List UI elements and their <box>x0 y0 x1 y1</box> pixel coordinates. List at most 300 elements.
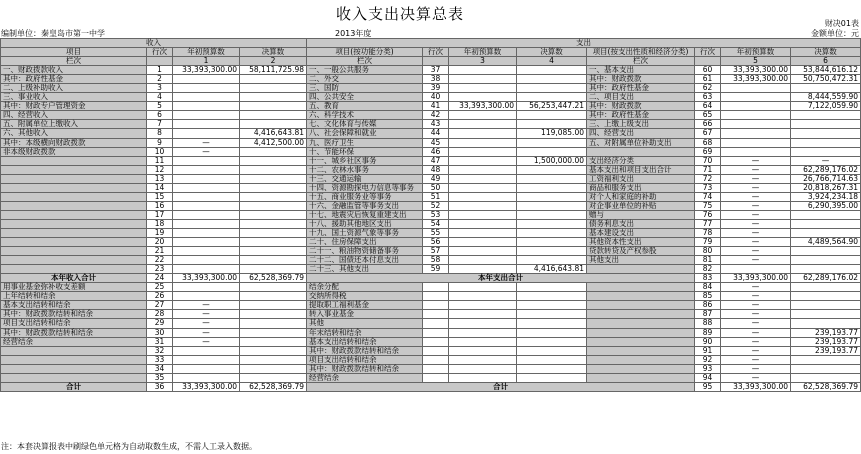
econ-expense-line-cell: 68 <box>695 138 721 147</box>
func-expense-budget-cell <box>449 355 517 364</box>
econ-expense-budget-cell <box>721 129 791 138</box>
func-expense-item-cell: 交纳所得税 <box>307 292 423 301</box>
income-final-cell <box>240 165 307 174</box>
func-expense-line-cell: 52 <box>423 201 449 210</box>
func-expense-final-cell <box>517 228 587 237</box>
income-item-cell <box>1 247 147 256</box>
func-expense-item-cell: 十六、金融监管等事务支出 <box>307 201 423 210</box>
func-expense-budget-cell <box>449 66 517 75</box>
func-expense-item-cell: 其中：财政拨款结转和结余 <box>307 346 423 355</box>
econ-expense-final-cell <box>791 364 861 373</box>
func-expense-item-cell: 十八、援助其他地区支出 <box>307 219 423 228</box>
econ-expense-budget-cell: 33,393,300.00 <box>721 75 791 84</box>
func-expense-line-cell: 53 <box>423 210 449 219</box>
income-final-cell <box>240 247 307 256</box>
table-row <box>1 301 861 310</box>
econ-expense-item-cell <box>587 310 695 319</box>
table-row <box>1 265 861 274</box>
income-item-cell: 其中：政府性基金 <box>1 75 147 84</box>
col-line-header: 行次 <box>147 48 173 57</box>
income-final-cell: 4,416,643.81 <box>240 129 307 138</box>
econ-expense-line-cell: 71 <box>695 165 721 174</box>
income-line-cell: 18 <box>147 219 173 228</box>
func-expense-final-cell <box>517 373 587 382</box>
income-line-cell: 25 <box>147 283 173 292</box>
econ-expense-budget-cell: — <box>721 364 791 373</box>
income-item-cell: 非本级财政拨款 <box>1 147 147 156</box>
func-expense-line-cell: 46 <box>423 147 449 156</box>
econ-expense-final-cell: 26,766,714.63 <box>791 174 861 183</box>
econ-expense-final-cell <box>791 147 861 156</box>
income-final-cell <box>240 84 307 93</box>
func-expense-final-cell <box>517 183 587 192</box>
econ-expense-final-cell: 20,818,267.31 <box>791 183 861 192</box>
func-expense-item-cell: 二、外交 <box>307 75 423 84</box>
econ-expense-item-cell: 对个人和家庭的补助 <box>587 192 695 201</box>
income-final-cell <box>240 228 307 237</box>
econ-expense-line-cell: 70 <box>695 156 721 165</box>
econ-expense-item-cell: 支出经济分类 <box>587 156 695 165</box>
income-item-cell <box>1 346 147 355</box>
func-expense-item-cell: 十二、农林水事务 <box>307 165 423 174</box>
func-expense-final-cell <box>517 84 587 93</box>
income-line-cell: 11 <box>147 156 173 165</box>
econ-expense-budget-cell: — <box>721 192 791 201</box>
func-expense-final-cell <box>517 328 587 337</box>
func-expense-final-cell <box>517 337 587 346</box>
income-final-cell <box>240 328 307 337</box>
table-row <box>1 346 861 355</box>
econ-expense-budget-cell: — <box>721 201 791 210</box>
income-item-cell <box>1 228 147 237</box>
income-line-cell: 26 <box>147 292 173 301</box>
income-budget-cell: 33,393,300.00 <box>173 66 240 75</box>
income-item-cell: 用事业基金弥补收支差额 <box>1 283 147 292</box>
table-row <box>1 355 861 364</box>
econ-expense-final-cell: 50,750,472.31 <box>791 75 861 84</box>
econ-expense-line-cell: 93 <box>695 364 721 373</box>
func-expense-item-cell: 二十一、粮油物资储备事务 <box>307 247 423 256</box>
econ-expense-final-cell: 62,289,176.02 <box>791 274 861 283</box>
currency-unit: 金额单位：元 <box>811 29 859 38</box>
econ-expense-item-cell <box>587 346 695 355</box>
econ-expense-line-cell: 76 <box>695 210 721 219</box>
func-expense-item-cell: 二十三、其他支出 <box>307 265 423 274</box>
income-line-cell: 1 <box>147 66 173 75</box>
func-expense-line-cell: 55 <box>423 228 449 237</box>
func-expense-final-cell <box>517 174 587 183</box>
header-row-columns <box>1 48 861 57</box>
econ-expense-budget-cell <box>721 84 791 93</box>
col-index-label: 栏次 <box>307 57 423 66</box>
func-expense-final-cell <box>517 147 587 156</box>
func-expense-budget-cell <box>449 129 517 138</box>
econ-expense-line-cell: 74 <box>695 192 721 201</box>
table-row <box>1 310 861 319</box>
func-expense-budget-cell <box>449 346 517 355</box>
func-expense-line-cell: 56 <box>423 238 449 247</box>
income-line-cell: 16 <box>147 201 173 210</box>
table-row <box>1 283 861 292</box>
func-expense-line-cell <box>423 310 449 319</box>
econ-expense-item-cell: 五、对附属单位补助支出 <box>587 138 695 147</box>
func-expense-budget-cell <box>449 328 517 337</box>
econ-expense-budget-cell: — <box>721 238 791 247</box>
income-final-cell <box>240 102 307 111</box>
econ-expense-line-cell: 69 <box>695 147 721 156</box>
income-budget-cell <box>173 102 240 111</box>
table-row <box>1 156 861 165</box>
econ-expense-item-cell <box>587 373 695 382</box>
income-line-cell: 29 <box>147 319 173 328</box>
func-expense-budget-cell <box>449 228 517 237</box>
econ-expense-item-cell <box>587 292 695 301</box>
table-row <box>1 183 861 192</box>
footnote: 注：本套决算报表中刷绿色单元格为自动取数生成，不需人工录入数据。 <box>1 442 257 451</box>
col-index-number: 6 <box>791 57 861 66</box>
col-line-header: 行次 <box>423 48 449 57</box>
econ-expense-final-cell <box>791 301 861 310</box>
econ-expense-line-cell: 86 <box>695 301 721 310</box>
func-expense-line-cell: 51 <box>423 192 449 201</box>
econ-expense-budget-cell: — <box>721 301 791 310</box>
func-expense-final-cell <box>517 165 587 174</box>
func-expense-budget-cell <box>449 337 517 346</box>
func-expense-budget-cell: 33,393,300.00 <box>449 102 517 111</box>
func-expense-line-cell: 40 <box>423 93 449 102</box>
econ-expense-line-cell: 65 <box>695 111 721 120</box>
func-expense-budget-cell <box>449 165 517 174</box>
income-item-cell <box>1 238 147 247</box>
func-expense-final-cell <box>517 138 587 147</box>
func-expense-budget-cell <box>449 210 517 219</box>
econ-expense-final-cell: 7,122,059.90 <box>791 102 861 111</box>
econ-expense-item-cell <box>587 364 695 373</box>
func-expense-line-cell: 58 <box>423 256 449 265</box>
econ-expense-budget-cell <box>721 138 791 147</box>
func-expense-item-cell: 其他 <box>307 319 423 328</box>
econ-expense-item-cell: 基本建设支出 <box>587 228 695 237</box>
econ-expense-budget-cell <box>721 120 791 129</box>
income-final-cell: 58,111,725.98 <box>240 66 307 75</box>
func-expense-final-cell: 119,085.00 <box>517 129 587 138</box>
income-item-cell: 四、经营收入 <box>1 111 147 120</box>
func-expense-final-cell <box>517 238 587 247</box>
income-line-cell: 3 <box>147 84 173 93</box>
econ-expense-item-cell <box>587 328 695 337</box>
econ-expense-line-cell: 90 <box>695 337 721 346</box>
income-item-cell: 其中：本级横向财政拨款 <box>1 138 147 147</box>
col-item-header: 项目 <box>1 48 147 57</box>
income-budget-cell <box>173 283 240 292</box>
income-line-cell: 2 <box>147 75 173 84</box>
func-expense-line-cell: 38 <box>423 75 449 84</box>
func-expense-line-cell <box>423 301 449 310</box>
income-line-cell: 33 <box>147 355 173 364</box>
econ-expense-line-cell: 85 <box>695 292 721 301</box>
func-expense-budget-cell <box>449 292 517 301</box>
func-expense-final-cell <box>517 247 587 256</box>
func-expense-final-cell <box>517 292 587 301</box>
income-line-cell: 19 <box>147 228 173 237</box>
table-row <box>1 337 861 346</box>
income-item-cell <box>1 156 147 165</box>
func-expense-budget-cell <box>449 75 517 84</box>
func-expense-line-cell <box>423 319 449 328</box>
income-item-cell <box>1 183 147 192</box>
table-row <box>1 373 861 382</box>
func-expense-item-cell: 七、文化体育与传媒 <box>307 120 423 129</box>
form-code: 财决01表 <box>824 19 859 28</box>
econ-expense-final-cell <box>791 210 861 219</box>
func-expense-item-cell: 二十、住房保障支出 <box>307 238 423 247</box>
income-item-cell: 五、附属单位上缴收入 <box>1 120 147 129</box>
func-expense-item-cell: 二十二、国债还本付息支出 <box>307 256 423 265</box>
func-expense-final-cell: 56,253,447.21 <box>517 102 587 111</box>
func-expense-budget-cell <box>449 84 517 93</box>
func-expense-item-cell: 结余分配 <box>307 283 423 292</box>
econ-expense-budget-cell: — <box>721 256 791 265</box>
func-expense-budget-cell <box>449 219 517 228</box>
econ-expense-final-cell: 8,444,559.90 <box>791 93 861 102</box>
econ-expense-item-cell: 工资福利支出 <box>587 174 695 183</box>
func-expense-item-cell: 十、节能环保 <box>307 147 423 156</box>
income-final-cell <box>240 373 307 382</box>
func-expense-budget-cell <box>449 120 517 129</box>
econ-expense-item-cell: 赠与 <box>587 210 695 219</box>
econ-expense-final-cell: 6,290,395.00 <box>791 201 861 210</box>
econ-expense-final-cell: 239,193.77 <box>791 346 861 355</box>
income-final-cell: 4,412,500.00 <box>240 138 307 147</box>
income-budget-cell: — <box>173 328 240 337</box>
econ-expense-line-cell: 81 <box>695 256 721 265</box>
income-item-cell: 合计 <box>1 382 147 391</box>
func-expense-final-cell: 4,416,643.81 <box>517 265 587 274</box>
income-line-cell: 20 <box>147 238 173 247</box>
func-expense-final-cell <box>517 66 587 75</box>
income-item-cell <box>1 256 147 265</box>
income-final-cell <box>240 283 307 292</box>
income-line-cell: 9 <box>147 138 173 147</box>
econ-expense-budget-cell: — <box>721 156 791 165</box>
income-budget-cell <box>173 256 240 265</box>
income-final-cell <box>240 147 307 156</box>
col-index-label: 栏次 <box>587 57 695 66</box>
income-final-cell <box>240 301 307 310</box>
econ-expense-line-cell: 94 <box>695 373 721 382</box>
econ-expense-item-cell <box>587 355 695 364</box>
income-line-cell: 36 <box>147 382 173 391</box>
income-final-cell <box>240 183 307 192</box>
econ-expense-final-cell <box>791 355 861 364</box>
col-item-func-header: 项目(按功能分类) <box>307 48 423 57</box>
income-item-cell: 其中：财政拨款结转和结余 <box>1 328 147 337</box>
econ-expense-budget-cell: — <box>721 283 791 292</box>
econ-expense-item-cell: 四、经营支出 <box>587 129 695 138</box>
econ-expense-line-cell: 75 <box>695 201 721 210</box>
income-budget-cell <box>173 165 240 174</box>
func-expense-budget-cell <box>449 373 517 382</box>
income-item-cell: 其中：财政拨款结转和结余 <box>1 310 147 319</box>
econ-expense-final-cell: 53,844,616.12 <box>791 66 861 75</box>
econ-expense-line-cell: 78 <box>695 228 721 237</box>
func-expense-line-cell: 44 <box>423 129 449 138</box>
func-expense-final-cell <box>517 210 587 219</box>
func-expense-budget-cell <box>449 138 517 147</box>
econ-expense-item-cell: 其中：财政拨款 <box>587 75 695 84</box>
income-line-cell: 23 <box>147 265 173 274</box>
func-expense-budget-cell <box>449 364 517 373</box>
table-row <box>1 165 861 174</box>
func-expense-item-cell: 其中：财政拨款结转和结余 <box>307 364 423 373</box>
econ-expense-item-cell: 其他支出 <box>587 256 695 265</box>
income-item-cell <box>1 174 147 183</box>
col-budget-header: 年初预算数 <box>449 48 517 57</box>
income-budget-cell: — <box>173 310 240 319</box>
income-final-cell: 62,528,369.79 <box>240 274 307 283</box>
econ-expense-line-cell: 63 <box>695 93 721 102</box>
func-expense-budget-cell <box>449 238 517 247</box>
income-item-cell: 一、财政拨款收入 <box>1 66 147 75</box>
econ-expense-budget-cell: — <box>721 183 791 192</box>
income-final-cell <box>240 75 307 84</box>
func-expense-item-cell: 六、科学技术 <box>307 111 423 120</box>
income-final-cell <box>240 111 307 120</box>
col-budget-header: 年初预算数 <box>721 48 791 57</box>
table-row <box>1 147 861 156</box>
income-budget-cell <box>173 355 240 364</box>
expense-section-header: 支出 <box>307 39 861 48</box>
func-expense-budget-cell <box>449 301 517 310</box>
income-budget-cell <box>173 192 240 201</box>
income-budget-cell <box>173 238 240 247</box>
econ-expense-line-cell: 87 <box>695 310 721 319</box>
income-budget-cell <box>173 111 240 120</box>
econ-expense-final-cell: 239,193.77 <box>791 328 861 337</box>
econ-expense-final-cell <box>791 111 861 120</box>
income-final-cell <box>240 210 307 219</box>
func-expense-line-cell: 57 <box>423 247 449 256</box>
income-item-cell <box>1 355 147 364</box>
income-budget-cell: 33,393,300.00 <box>173 274 240 283</box>
func-expense-item-cell: 十三、交通运输 <box>307 174 423 183</box>
func-expense-line-cell: 41 <box>423 102 449 111</box>
income-line-cell: 35 <box>147 373 173 382</box>
econ-expense-final-cell: 62,289,176.02 <box>791 165 861 174</box>
func-expense-item-cell: 十七、地震灾后恢复重建支出 <box>307 210 423 219</box>
econ-expense-final-cell <box>791 138 861 147</box>
col-item-econ-header: 项目(按支出性质和经济分类) <box>587 48 695 57</box>
income-item-cell: 其中：财政专户管理资金 <box>1 102 147 111</box>
func-expense-budget-cell <box>449 283 517 292</box>
income-line-cell: 27 <box>147 301 173 310</box>
income-budget-cell: — <box>173 138 240 147</box>
econ-expense-final-cell: — <box>791 156 861 165</box>
func-expense-item-cell: 经营结余 <box>307 373 423 382</box>
col-index-number: 2 <box>240 57 307 66</box>
econ-expense-final-cell <box>791 373 861 382</box>
econ-expense-line-cell: 79 <box>695 238 721 247</box>
table-row <box>1 382 861 391</box>
func-expense-item-cell: 三、国防 <box>307 84 423 93</box>
income-line-cell: 30 <box>147 328 173 337</box>
func-expense-final-cell <box>517 75 587 84</box>
income-final-cell: 62,528,369.79 <box>240 382 307 391</box>
econ-expense-final-cell <box>791 129 861 138</box>
func-expense-budget-cell <box>449 310 517 319</box>
table-row <box>1 129 861 138</box>
func-expense-final-cell <box>517 192 587 201</box>
econ-expense-final-cell <box>791 292 861 301</box>
func-expense-item-cell: 九、医疗卫生 <box>307 138 423 147</box>
table-row <box>1 319 861 328</box>
func-expense-line-cell: 42 <box>423 111 449 120</box>
income-line-cell: 17 <box>147 210 173 219</box>
econ-expense-line-cell: 66 <box>695 120 721 129</box>
income-final-cell <box>240 238 307 247</box>
income-line-cell: 7 <box>147 120 173 129</box>
econ-expense-item-cell <box>587 337 695 346</box>
func-expense-final-cell: 1,500,000.00 <box>517 156 587 165</box>
income-line-cell: 21 <box>147 247 173 256</box>
econ-expense-budget-cell <box>721 147 791 156</box>
income-expense-table <box>0 38 861 392</box>
func-expense-item-cell: 提取职工福利基金 <box>307 301 423 310</box>
income-line-cell: 34 <box>147 364 173 373</box>
func-expense-final-cell <box>517 219 587 228</box>
func-expense-line-cell <box>423 346 449 355</box>
income-budget-cell: — <box>173 147 240 156</box>
income-final-cell <box>240 156 307 165</box>
func-expense-item-cell: 五、教育 <box>307 102 423 111</box>
income-line-cell: 14 <box>147 183 173 192</box>
func-expense-item-cell: 十四、资源勘探电力信息等事务 <box>307 183 423 192</box>
econ-expense-budget-cell: — <box>721 228 791 237</box>
econ-expense-item-cell <box>587 301 695 310</box>
econ-expense-line-cell: 67 <box>695 129 721 138</box>
econ-expense-line-cell: 88 <box>695 319 721 328</box>
econ-expense-budget-cell: — <box>721 247 791 256</box>
econ-expense-final-cell: 62,528,369.79 <box>791 382 861 391</box>
income-budget-cell <box>173 219 240 228</box>
income-line-cell: 13 <box>147 174 173 183</box>
income-final-cell <box>240 292 307 301</box>
report-title: 收入支出决算总表 <box>335 5 464 23</box>
income-item-cell: 经营结余 <box>1 337 147 346</box>
econ-expense-item-cell: 对企事业单位的补贴 <box>587 201 695 210</box>
table-row <box>1 274 861 283</box>
func-expense-line-cell: 48 <box>423 165 449 174</box>
econ-expense-item-cell: 债务利息支出 <box>587 219 695 228</box>
income-line-cell: 5 <box>147 102 173 111</box>
econ-expense-item-cell: 三、上缴上级支出 <box>587 120 695 129</box>
income-item-cell <box>1 192 147 201</box>
func-expense-budget-cell <box>449 319 517 328</box>
income-line-cell: 32 <box>147 346 173 355</box>
income-item-cell <box>1 201 147 210</box>
econ-expense-item-cell: 二、项目支出 <box>587 93 695 102</box>
table-row <box>1 328 861 337</box>
econ-expense-budget-cell: — <box>721 174 791 183</box>
func-expense-final-cell <box>517 201 587 210</box>
income-item-cell: 基本支出结转和结余 <box>1 301 147 310</box>
func-expense-line-cell: 45 <box>423 138 449 147</box>
func-expense-budget-cell <box>449 183 517 192</box>
econ-expense-budget-cell: — <box>721 310 791 319</box>
func-expense-item-cell: 项目支出结转和结余 <box>307 355 423 364</box>
table-row <box>1 138 861 147</box>
income-budget-cell <box>173 183 240 192</box>
